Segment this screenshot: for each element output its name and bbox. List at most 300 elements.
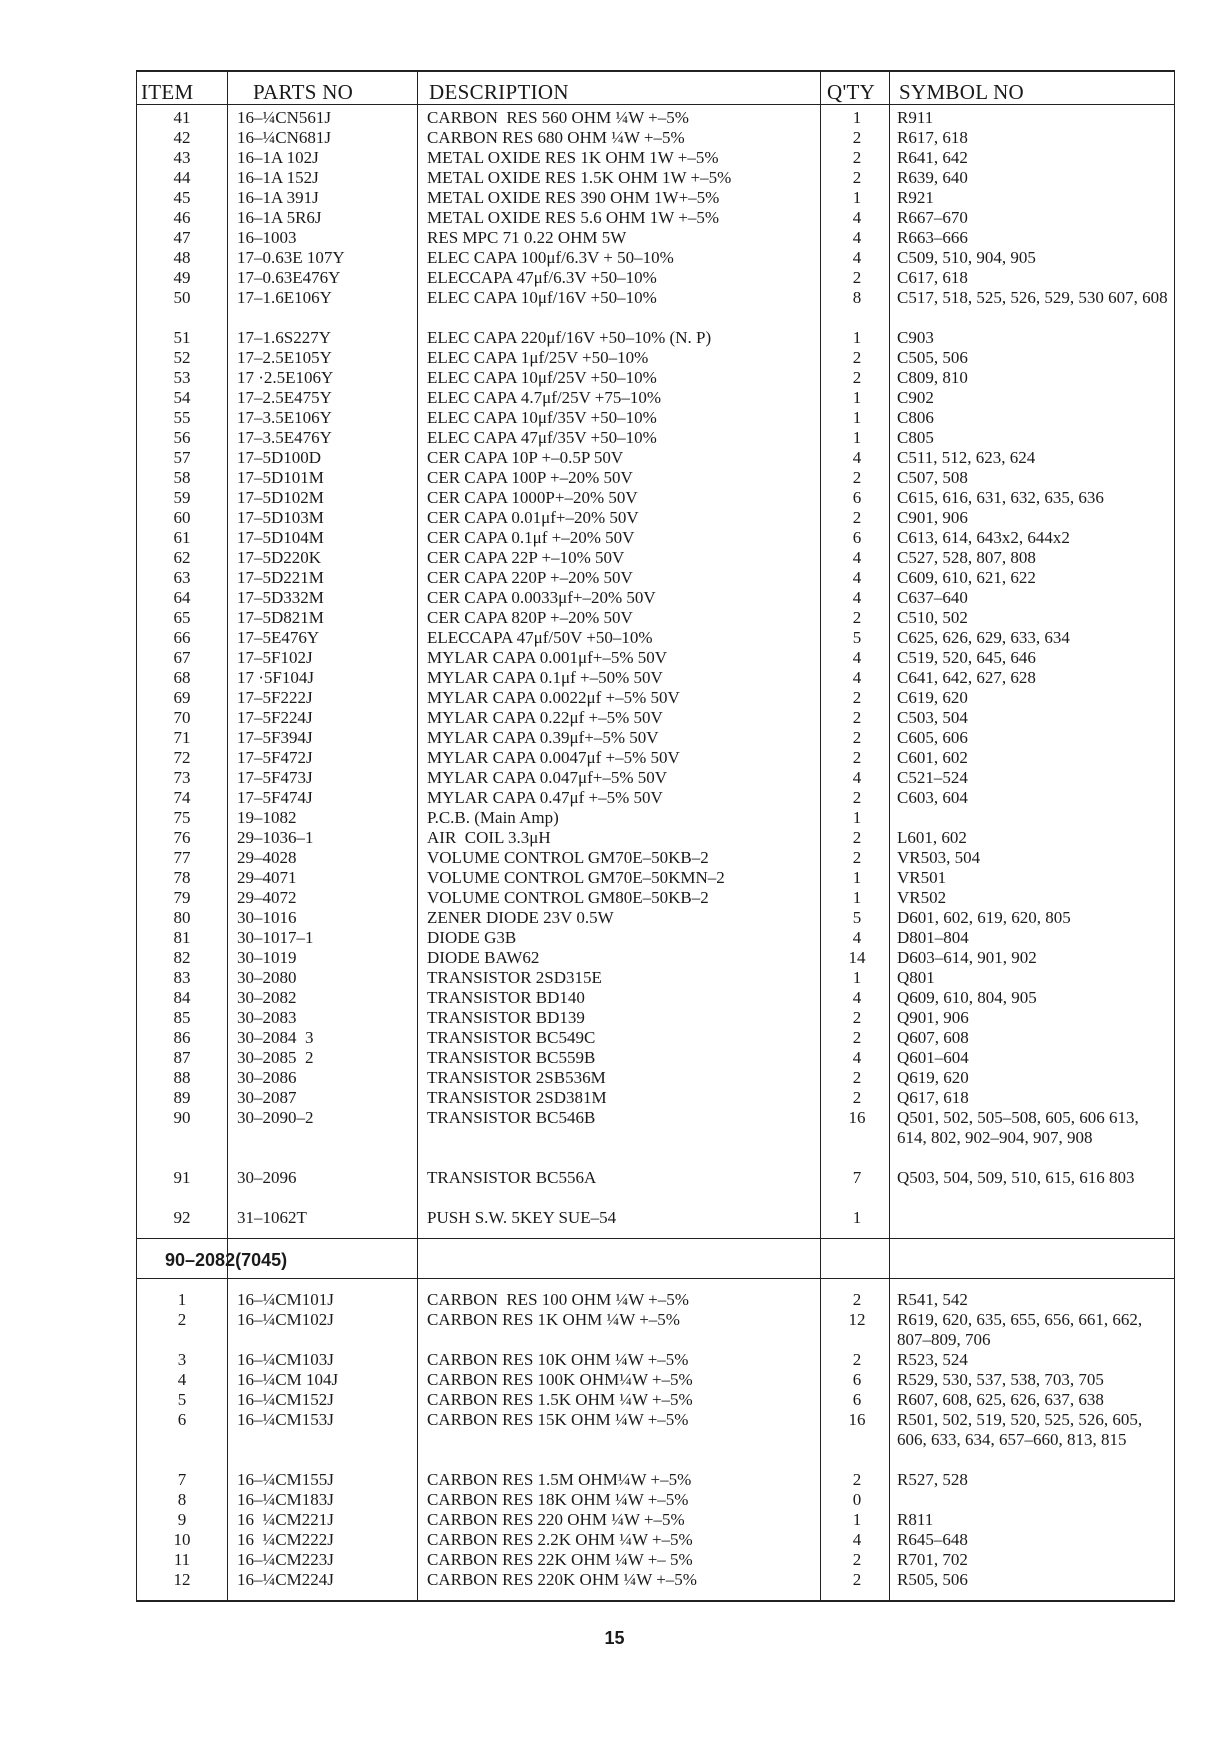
parts-number: 16–¼CM 104J: [237, 1370, 339, 1389]
parts-number: 16–¼CM224J: [237, 1570, 334, 1589]
item-number: 63: [173, 568, 191, 587]
item-number: 41: [173, 108, 191, 127]
description: DIODE BAW62: [427, 948, 540, 967]
quantity: 4: [852, 568, 862, 587]
symbol-numbers: C507, 508: [897, 468, 968, 487]
description: METAL OXIDE RES 5.6 OHM 1W +–5%: [427, 208, 720, 227]
parts-number: 17–5E476Y: [237, 628, 320, 647]
column-divider: [417, 72, 418, 1600]
symbol-numbers: Q619, 620: [897, 1068, 969, 1087]
quantity: 2: [852, 1088, 862, 1107]
symbol-numbers: C505, 506: [897, 348, 968, 367]
parts-number: 16 ¼CM222J: [237, 1530, 334, 1549]
symbol-numbers: R701, 702: [897, 1550, 968, 1569]
parts-number: 30–2087: [237, 1088, 297, 1107]
parts-number: 17–5F472J: [237, 748, 313, 767]
quantity: 1: [852, 328, 862, 347]
item-number: 89: [173, 1088, 191, 1107]
header-parts-no: PARTS NO: [253, 80, 354, 104]
description: CER CAPA 10P +–0.5P 50V: [427, 448, 624, 467]
quantity: 2: [852, 848, 862, 867]
item-number: 47: [173, 228, 191, 247]
item-number: 81: [173, 928, 191, 947]
quantity: 4: [852, 1048, 862, 1067]
symbol-numbers: Q601–604: [897, 1048, 969, 1067]
parts-number: 17–5D102M: [237, 488, 324, 507]
parts-number: 17–5D100D: [237, 448, 322, 467]
quantity: 4: [852, 228, 862, 247]
quantity: 6: [852, 488, 862, 507]
quantity: 4: [852, 208, 862, 227]
item-number: 90: [173, 1108, 191, 1127]
symbol-numbers: R541, 542: [897, 1290, 968, 1309]
description: CARBON RES 1K OHM ¼W +–5%: [427, 1310, 680, 1329]
description: TRANSISTOR BC556A: [427, 1168, 597, 1187]
description: ELEC CAPA 220μf/16V +50–10% (N. P): [427, 328, 712, 347]
quantity: 8: [852, 288, 862, 307]
parts-number: 17–2.5E105Y: [237, 348, 332, 367]
item-number: 75: [173, 808, 191, 827]
quantity: 6: [852, 1370, 862, 1389]
description: CER CAPA 22P +–10% 50V: [427, 548, 625, 567]
item-number: 9: [177, 1510, 187, 1529]
item-number: 54: [173, 388, 191, 407]
quantity: 2: [852, 1290, 862, 1309]
description: CARBON RES 220 OHM ¼W +–5%: [427, 1510, 685, 1529]
item-number: 65: [173, 608, 191, 627]
description: CARBON RES 680 OHM ¼W +–5%: [427, 128, 685, 147]
symbol-numbers: R505, 506: [897, 1570, 968, 1589]
symbol-numbers: Q501, 502, 505–508, 605, 606 613, 614, 802, 902–904, 907, 908: [897, 1108, 1139, 1147]
parts-number: 17–1.6E106Y: [237, 288, 332, 307]
symbol-numbers: D603–614, 901, 902: [897, 948, 1037, 967]
symbol-numbers: D801–804: [897, 928, 969, 947]
description: AIR COIL 3.3μH: [427, 828, 551, 847]
parts-number: 16–1A 102J: [237, 148, 319, 167]
header-item: ITEM: [141, 80, 194, 104]
description: ELEC CAPA 1μf/25V +50–10%: [427, 348, 649, 367]
parts-number: 17–1.6S227Y: [237, 328, 331, 347]
symbol-numbers: C806: [897, 408, 934, 427]
description: PUSH S.W. 5KEY SUE–54: [427, 1208, 617, 1227]
parts-number: 30–2096: [237, 1168, 297, 1187]
quantity: 4: [852, 588, 862, 607]
quantity: 14: [848, 948, 866, 967]
quantity: 2: [852, 788, 862, 807]
parts-number: 30–2082: [237, 988, 297, 1007]
symbol-numbers: VR501: [897, 868, 947, 887]
parts-number: 16–¼CN561J: [237, 108, 331, 127]
item-number: 77: [173, 848, 191, 867]
symbol-numbers: Q801: [897, 968, 935, 987]
parts-number: 16–¼CM155J: [237, 1470, 334, 1489]
symbol-numbers: C637–640: [897, 588, 968, 607]
description: TRANSISTOR BD139: [427, 1008, 585, 1027]
quantity: 2: [852, 1028, 862, 1047]
parts-number: 16–¼CM152J: [237, 1390, 334, 1409]
description: CER CAPA 820P +–20% 50V: [427, 608, 633, 627]
symbol-numbers: R527, 528: [897, 1470, 968, 1489]
item-number: 60: [173, 508, 191, 527]
item-number: 49: [173, 268, 191, 287]
symbol-numbers: R617, 618: [897, 128, 968, 147]
item-number: 67: [173, 648, 191, 667]
symbol-numbers: R921: [897, 188, 934, 207]
symbol-numbers: C617, 618: [897, 268, 968, 287]
quantity: 2: [852, 728, 862, 747]
symbol-numbers: R811: [897, 1510, 934, 1529]
parts-number: 16–¼CM183J: [237, 1490, 334, 1509]
description: MYLAR CAPA 0.0047μf +–5% 50V: [427, 748, 680, 767]
description: CARBON RES 15K OHM ¼W +–5%: [427, 1410, 689, 1429]
description: CARBON RES 2.2K OHM ¼W +–5%: [427, 1530, 693, 1549]
description: METAL OXIDE RES 1.5K OHM 1W +–5%: [427, 168, 732, 187]
quantity: 2: [852, 168, 862, 187]
symbol-numbers: C625, 626, 629, 633, 634: [897, 628, 1070, 647]
quantity: 2: [852, 1470, 862, 1489]
item-number: 82: [173, 948, 191, 967]
description: VOLUME CONTROL GM70E–50KB–2: [427, 848, 709, 867]
column-divider: [227, 72, 228, 1600]
symbol-numbers: C901, 906: [897, 508, 968, 527]
symbol-numbers: C527, 528, 807, 808: [897, 548, 1036, 567]
quantity: 1: [852, 188, 862, 207]
column-divider: [889, 72, 890, 1600]
item-number: 88: [173, 1068, 191, 1087]
parts-number: 17–5D101M: [237, 468, 324, 487]
quantity: 16: [848, 1410, 866, 1429]
description: TRANSISTOR BD140: [427, 988, 585, 1007]
parts-number: 17–5F102J: [237, 648, 313, 667]
symbol-numbers: C609, 610, 621, 622: [897, 568, 1036, 587]
item-number: 44: [173, 168, 191, 187]
symbol-numbers: C605, 606: [897, 728, 968, 747]
quantity: 2: [852, 128, 862, 147]
quantity: 2: [852, 828, 862, 847]
description: ELEC CAPA 4.7μf/25V +75–10%: [427, 388, 662, 407]
parts-number: 16–1A 5R6J: [237, 208, 322, 227]
symbol-numbers: R667–670: [897, 208, 968, 227]
symbol-numbers: L601, 602: [897, 828, 967, 847]
description: ELEC CAPA 10μf/16V +50–10%: [427, 288, 657, 307]
item-number: 53: [173, 368, 191, 387]
page-number: 15: [604, 1628, 625, 1648]
item-number: 61: [173, 528, 191, 547]
parts-number: 30–2085 2: [237, 1048, 314, 1067]
item-number: 57: [173, 448, 191, 467]
parts-number: 29–4072: [237, 888, 297, 907]
parts-number: 17–5F394J: [237, 728, 313, 747]
quantity: 1: [852, 1510, 862, 1529]
description: ELEC CAPA 100μf/6.3V + 50–10%: [427, 248, 674, 267]
description: CER CAPA 1000P+–20% 50V: [427, 488, 638, 507]
symbol-numbers: R911: [897, 108, 934, 127]
item-number: 48: [173, 248, 191, 267]
parts-number: 16–¼CM103J: [237, 1350, 334, 1369]
item-number: 56: [173, 428, 191, 447]
item-number: 7: [177, 1470, 187, 1489]
parts-number: 17–5D821M: [237, 608, 324, 627]
item-number: 3: [177, 1350, 187, 1369]
parts-number: 30–1017–1: [237, 928, 314, 947]
parts-number: 17–5F474J: [237, 788, 313, 807]
symbol-numbers: Q609, 610, 804, 905: [897, 988, 1037, 1007]
description: P.C.B. (Main Amp): [427, 808, 559, 827]
parts-number: 17–5D103M: [237, 508, 324, 527]
item-number: 6: [177, 1410, 187, 1429]
description: ZENER DIODE 23V 0.5W: [427, 908, 614, 927]
quantity: 2: [852, 148, 862, 167]
parts-number: 17–0.63E 107Y: [237, 248, 345, 267]
quantity: 4: [852, 988, 862, 1007]
item-number: 64: [173, 588, 191, 607]
description: MYLAR CAPA 0.001μf+–5% 50V: [427, 648, 668, 667]
symbol-numbers: C503, 504: [897, 708, 968, 727]
description: CARBON RES 100K OHM¼W +–5%: [427, 1370, 693, 1389]
item-number: 8: [177, 1490, 187, 1509]
description: TRANSISTOR 2SB536M: [427, 1068, 606, 1087]
symbol-numbers: R501, 502, 519, 520, 525, 526, 605, 606, 633, 634, 657–660, 813, 815: [897, 1410, 1143, 1449]
quantity: 2: [852, 708, 862, 727]
parts-number: 16–¼CN681J: [237, 128, 331, 147]
description: CER CAPA 0.1μf +–20% 50V: [427, 528, 635, 547]
symbol-numbers: VR502: [897, 888, 947, 907]
item-number: 43: [173, 148, 191, 167]
symbol-numbers: Q503, 504, 509, 510, 615, 616 803: [897, 1168, 1135, 1187]
item-number: 68: [173, 668, 191, 687]
description: VOLUME CONTROL GM80E–50KB–2: [427, 888, 709, 907]
quantity: 5: [852, 908, 862, 927]
description: TRANSISTOR BC546B: [427, 1108, 596, 1127]
symbol-numbers: C619, 620: [897, 688, 968, 707]
description: TRANSISTOR BC549C: [427, 1028, 596, 1047]
description: ELECCAPA 47μf/6.3V +50–10%: [427, 268, 657, 287]
item-number: 55: [173, 408, 191, 427]
item-number: 86: [173, 1028, 191, 1047]
quantity: 1: [852, 388, 862, 407]
description: TRANSISTOR 2SD381M: [427, 1088, 607, 1107]
symbol-numbers: R523, 524: [897, 1350, 968, 1369]
quantity: 2: [852, 1008, 862, 1027]
parts-number: 29–4071: [237, 868, 297, 887]
parts-number: 17–5D104M: [237, 528, 324, 547]
description: CER CAPA 220P +–20% 50V: [427, 568, 633, 587]
symbol-numbers: D601, 602, 619, 620, 805: [897, 908, 1071, 927]
symbol-numbers: C615, 616, 631, 632, 635, 636: [897, 488, 1104, 507]
section-divider: [137, 1238, 1174, 1239]
symbol-numbers: C517, 518, 525, 526, 529, 530 607, 608: [897, 288, 1168, 307]
quantity: 2: [852, 348, 862, 367]
description: TRANSISTOR 2SD315E: [427, 968, 602, 987]
item-number: 76: [173, 828, 191, 847]
parts-number: 17–5F224J: [237, 708, 313, 727]
item-number: 71: [173, 728, 191, 747]
quantity: 2: [852, 748, 862, 767]
parts-number: 17–2.5E475Y: [237, 388, 332, 407]
header-description: DESCRIPTION: [429, 80, 569, 104]
item-number: 66: [173, 628, 191, 647]
quantity: 1: [852, 428, 862, 447]
parts-number: 31–1062T: [237, 1208, 307, 1227]
item-number: 46: [173, 208, 191, 227]
parts-number: 30–2090–2: [237, 1108, 314, 1127]
quantity: 2: [852, 1350, 862, 1369]
description: VOLUME CONTROL GM70E–50KMN–2: [427, 868, 725, 887]
symbol-numbers: C641, 642, 627, 628: [897, 668, 1036, 687]
quantity: 2: [852, 368, 862, 387]
description: MYLAR CAPA 0.39μf+–5% 50V: [427, 728, 659, 747]
parts-number: 16–1A 391J: [237, 188, 319, 207]
parts-number: 16–¼CM153J: [237, 1410, 334, 1429]
description: ELEC CAPA 47μf/35V +50–10%: [427, 428, 657, 447]
description: ELEC CAPA 10μf/35V +50–10%: [427, 408, 657, 427]
item-number: 78: [173, 868, 191, 887]
item-number: 58: [173, 468, 191, 487]
description: CER CAPA 100P +–20% 50V: [427, 468, 633, 487]
parts-number: 17 ·5F104J: [237, 668, 314, 687]
item-number: 52: [173, 348, 191, 367]
parts-number: 16 ¼CM221J: [237, 1510, 334, 1529]
item-number: 84: [173, 988, 191, 1007]
parts-number: 17–5D221M: [237, 568, 324, 587]
quantity: 2: [852, 1068, 862, 1087]
parts-number: 30–1016: [237, 908, 297, 927]
header-qty: Q'TY: [827, 80, 876, 104]
item-number: 62: [173, 548, 191, 567]
quantity: 1: [852, 808, 862, 827]
symbol-numbers: C601, 602: [897, 748, 968, 767]
header-symbol-no: SYMBOL NO: [899, 80, 1025, 104]
symbol-numbers: R663–666: [897, 228, 968, 247]
parts-number: 17–0.63E476Y: [237, 268, 341, 287]
symbol-numbers: R641, 642: [897, 148, 968, 167]
quantity: 5: [852, 628, 862, 647]
parts-number: 17–5F222J: [237, 688, 313, 707]
description: CARBON RES 18K OHM ¼W +–5%: [427, 1490, 689, 1509]
quantity: 1: [852, 1208, 862, 1227]
parts-number: 16–¼CM102J: [237, 1310, 334, 1329]
description: RES MPC 71 0.22 OHM 5W: [427, 228, 627, 247]
quantity: 1: [852, 408, 862, 427]
item-number: 73: [173, 768, 191, 787]
description: MYLAR CAPA 0.0022μf +–5% 50V: [427, 688, 680, 707]
description: MYLAR CAPA 0.047μf+–5% 50V: [427, 768, 668, 787]
parts-number: 19–1082: [237, 808, 297, 827]
description: MYLAR CAPA 0.47μf +–5% 50V: [427, 788, 663, 807]
description: MYLAR CAPA 0.22μf +–5% 50V: [427, 708, 663, 727]
quantity: 2: [852, 268, 862, 287]
quantity: 4: [852, 1530, 862, 1549]
quantity: 12: [848, 1310, 866, 1329]
symbol-numbers: C903: [897, 328, 934, 347]
description: CARBON RES 100 OHM ¼W +–5%: [427, 1290, 689, 1309]
item-number: 59: [173, 488, 191, 507]
symbol-numbers: C902: [897, 388, 934, 407]
symbol-numbers: Q617, 618: [897, 1088, 969, 1107]
symbol-numbers: Q607, 608: [897, 1028, 969, 1047]
description: ELECCAPA 47μf/50V +50–10%: [427, 628, 653, 647]
quantity: 4: [852, 668, 862, 687]
item-number: 45: [173, 188, 191, 207]
description: METAL OXIDE RES 1K OHM 1W +–5%: [427, 148, 719, 167]
symbol-numbers: C521–524: [897, 768, 968, 787]
description: ELEC CAPA 10μf/25V +50–10%: [427, 368, 657, 387]
parts-number: 30–1019: [237, 948, 297, 967]
description: CER CAPA 0.01μf+–20% 50V: [427, 508, 639, 527]
symbol-numbers: C509, 510, 904, 905: [897, 248, 1036, 267]
quantity: 2: [852, 608, 862, 627]
parts-number: 16–1003: [237, 228, 297, 247]
item-number: 4: [177, 1370, 187, 1389]
quantity: 1: [852, 868, 862, 887]
parts-number: 17 ·2.5E106Y: [237, 368, 334, 387]
description: DIODE G3B: [427, 928, 517, 947]
quantity: 4: [852, 648, 862, 667]
parts-number: 17–3.5E106Y: [237, 408, 332, 427]
item-number: 69: [173, 688, 191, 707]
parts-number: 17–5D220K: [237, 548, 322, 567]
symbol-numbers: R619, 620, 635, 655, 656, 661, 662, 807–809, 706: [897, 1310, 1143, 1349]
description: CARBON RES 1.5K OHM ¼W +–5%: [427, 1390, 693, 1409]
quantity: 4: [852, 548, 862, 567]
item-number: 5: [177, 1390, 187, 1409]
symbol-numbers: C510, 502: [897, 608, 968, 627]
quantity: 2: [852, 468, 862, 487]
quantity: 4: [852, 768, 862, 787]
symbol-numbers: C613, 614, 643x2, 644x2: [897, 528, 1070, 547]
quantity: 6: [852, 1390, 862, 1409]
item-number: 92: [173, 1208, 191, 1227]
quantity: 0: [852, 1490, 862, 1509]
item-number: 70: [173, 708, 191, 727]
symbol-numbers: C809, 810: [897, 368, 968, 387]
parts-number: 17–5F473J: [237, 768, 313, 787]
quantity: 2: [852, 1570, 862, 1589]
quantity: 1: [852, 968, 862, 987]
symbol-numbers: VR503, 504: [897, 848, 981, 867]
item-number: 91: [173, 1168, 191, 1187]
parts-number: 30–2086: [237, 1068, 297, 1087]
item-number: 11: [173, 1550, 191, 1569]
quantity: 4: [852, 448, 862, 467]
description: METAL OXIDE RES 390 OHM 1W+–5%: [427, 188, 720, 207]
parts-number: 16–¼CM101J: [237, 1290, 334, 1309]
item-number: 79: [173, 888, 191, 907]
item-number: 87: [173, 1048, 191, 1067]
section-divider: [137, 1278, 1174, 1279]
symbol-numbers: C805: [897, 428, 934, 447]
quantity: 6: [852, 528, 862, 547]
description: CARBON RES 220K OHM ¼W +–5%: [427, 1570, 697, 1589]
parts-number: 30–2084 3: [237, 1028, 314, 1047]
symbol-numbers: C603, 604: [897, 788, 968, 807]
quantity: 4: [852, 928, 862, 947]
quantity: 2: [852, 508, 862, 527]
description: TRANSISTOR BC559B: [427, 1048, 596, 1067]
quantity: 2: [852, 1550, 862, 1569]
quantity: 7: [852, 1168, 862, 1187]
symbol-numbers: R607, 608, 625, 626, 637, 638: [897, 1390, 1104, 1409]
item-number: 50: [173, 288, 191, 307]
item-number: 74: [173, 788, 191, 807]
description: CARBON RES 22K OHM ¼W +– 5%: [427, 1550, 693, 1569]
parts-number: 30–2080: [237, 968, 297, 987]
section-title: 90–2082(7045): [165, 1250, 288, 1270]
description: MYLAR CAPA 0.1μf +–50% 50V: [427, 668, 663, 687]
description: CARBON RES 1.5M OHM¼W +–5%: [427, 1470, 692, 1489]
parts-number: 29–1036–1: [237, 828, 314, 847]
item-number: 51: [173, 328, 191, 347]
